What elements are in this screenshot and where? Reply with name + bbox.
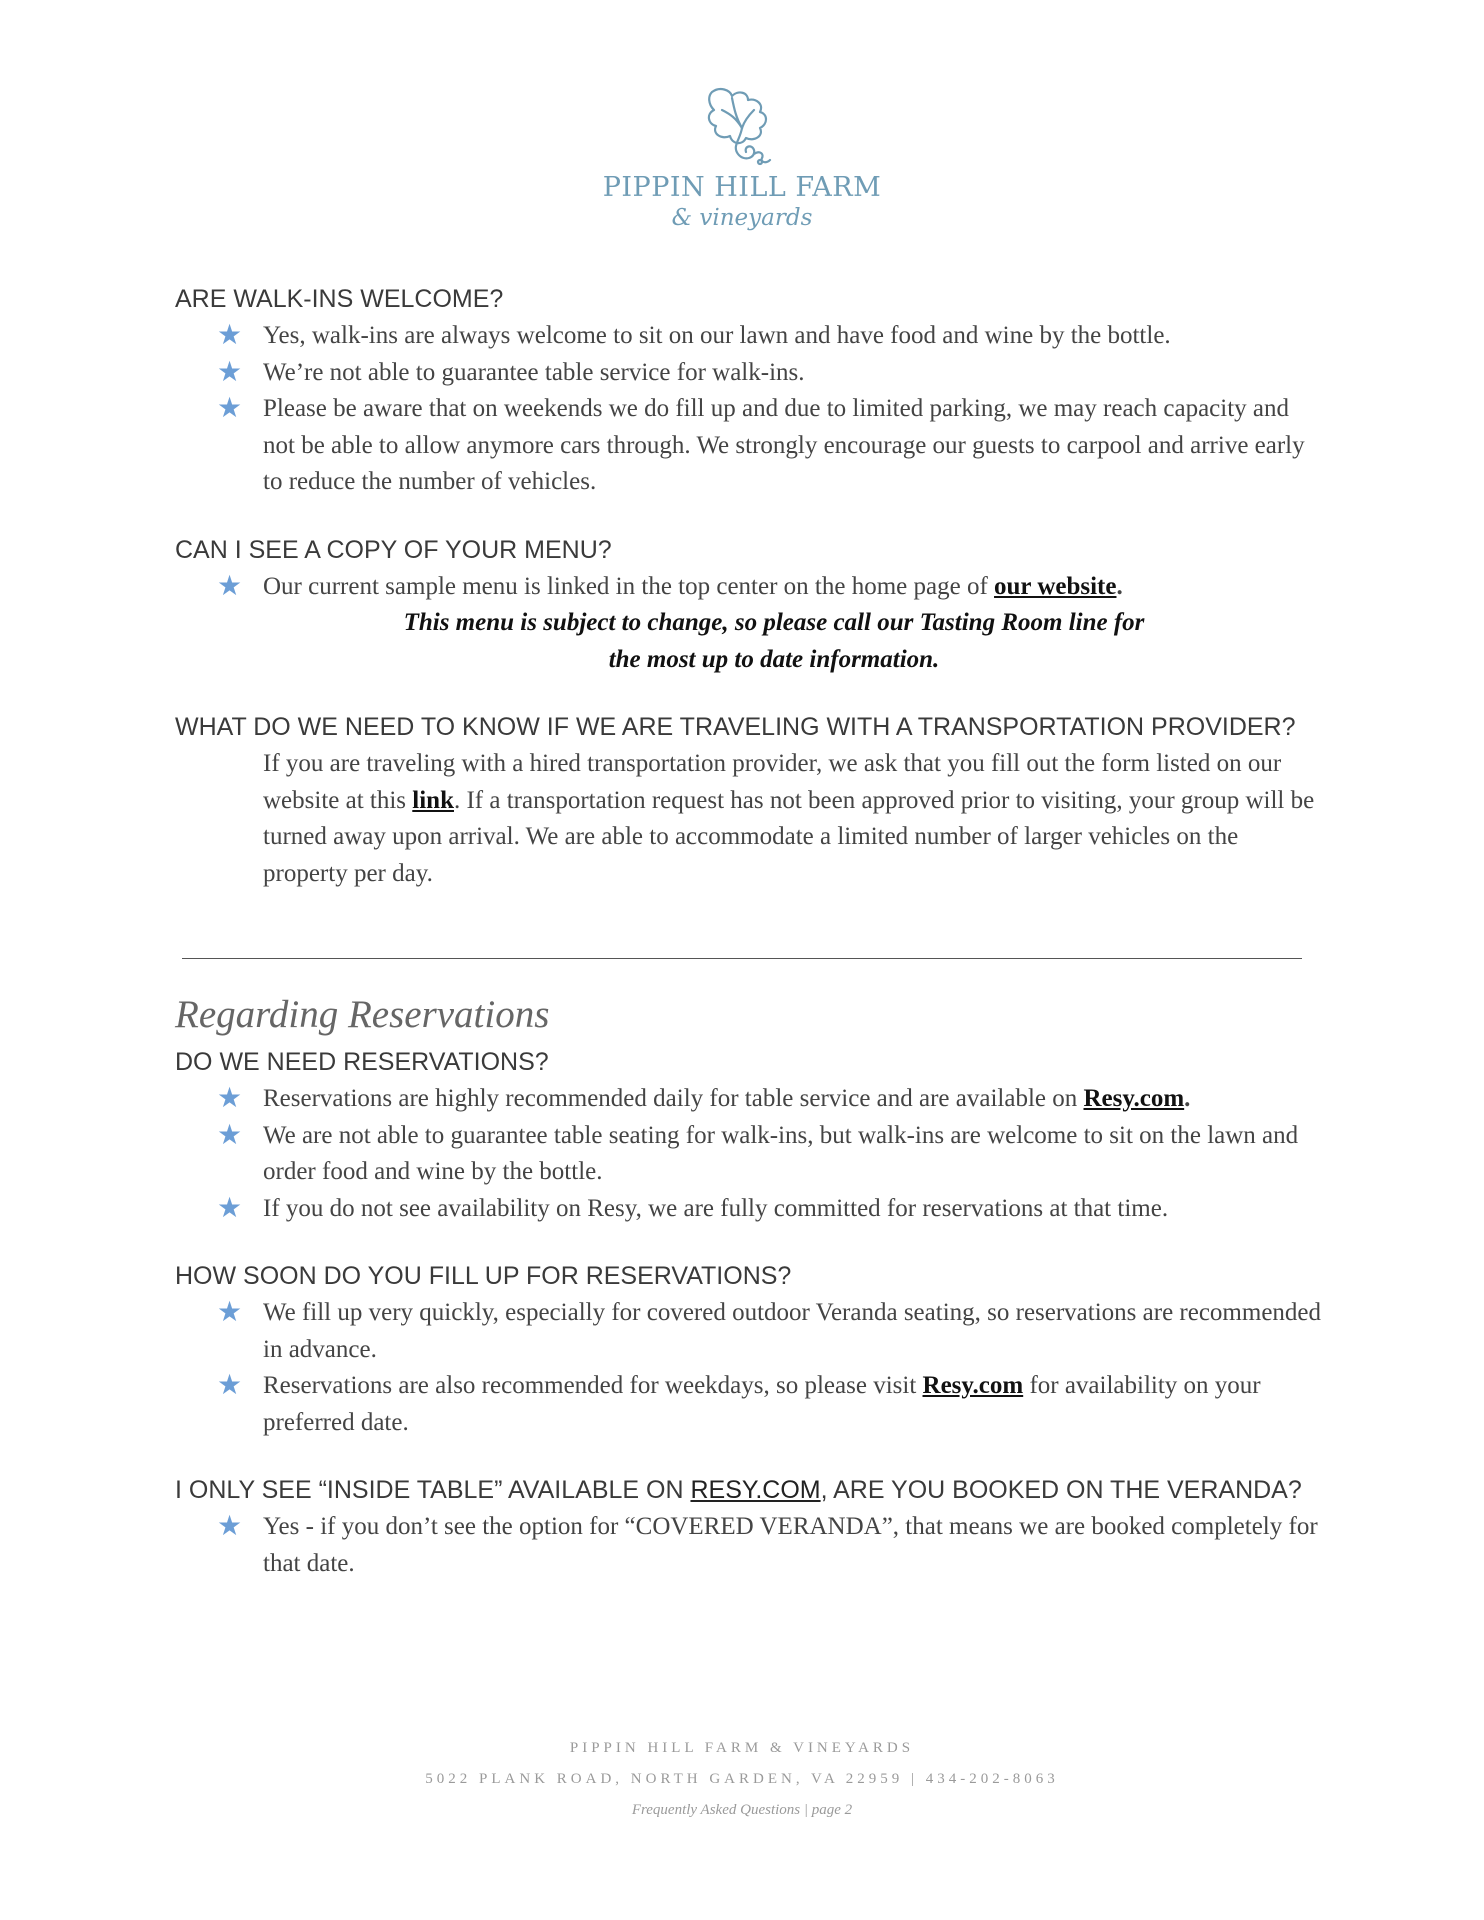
walkins-list xyxy=(175,318,1325,501)
logo-name: PIPPIN HILL FARM xyxy=(602,172,882,203)
star-icon: ★ xyxy=(217,391,243,424)
star-icon: ★ xyxy=(217,1295,243,1328)
list-item: ★ Our current sample menu is linked in the top center on the home page of our website. xyxy=(175,569,1325,606)
list-item: ★ Reservations are also recommended for weekdays, so please visit Resy.com for availability on your preferred date. xyxy=(217,1368,1261,1436)
question-walkins: ARE WALK-INS WELCOME? xyxy=(175,285,504,313)
list-item: ★ Please be aware that on weekends we do fill up and due to limited parking, we may reach capacity and not be able to allow anymore cars through. We strongly encourage our guests to carpool and arrive early to reduce the number of vehicles. xyxy=(217,391,1305,495)
list-item: ★ We are not able to guarantee table seating for walk-ins, but walk-ins are welcome to sit on the lawn and order food and wine by the bottle. xyxy=(217,1117,1299,1185)
list-item: ★ Yes, walk-ins are always welcome to sit on our lawn and have food and wine by the bottle. xyxy=(175,318,1325,355)
question-veranda: I ONLY SEE “INSIDE TABLE” AVAILABLE ON RESY.COM, ARE YOU BOOKED ON THE VERANDA? xyxy=(175,1476,1302,1504)
star-icon: ★ xyxy=(217,318,243,351)
star-icon: ★ xyxy=(217,1509,243,1542)
list-item: ★ If you do not see availability on Resy, we are fully committed for reservations at that time. xyxy=(175,1191,1325,1228)
resy-heading-link[interactable]: RESY.COM xyxy=(690,1476,821,1504)
menu-note: This menu is subject to change, so please call our Tasting Room line for the most up to date information. xyxy=(403,609,1145,673)
section-title: Regarding Reservations xyxy=(175,993,550,1036)
star-icon: ★ xyxy=(217,354,243,388)
star-icon: ★ xyxy=(217,1081,243,1114)
veranda-list xyxy=(175,1509,1325,1582)
resy-link[interactable]: Resy.com xyxy=(922,1372,1024,1399)
star-icon: ★ xyxy=(217,1368,243,1401)
question-need-reservations: DO WE NEED RESERVATIONS? xyxy=(175,1048,549,1076)
list-item: ★ Reservations are highly recommended daily for table service and are available on Resy.com. xyxy=(175,1081,1325,1118)
transport-form-link[interactable]: link xyxy=(412,786,454,814)
list-item: ★ We’re not able to guarantee table service for walk-ins. xyxy=(175,355,1325,392)
footer-page: Frequently Asked Questions | page 2 xyxy=(631,1802,853,1818)
star-icon: ★ xyxy=(217,568,243,602)
star-icon: ★ xyxy=(217,1190,243,1224)
footer-company: PIPPIN HILL FARM & VINEYARDS xyxy=(569,1740,915,1756)
question-menu: CAN I SEE A COPY OF YOUR MENU? xyxy=(175,535,612,564)
footer-address: 5022 PLANK ROAD, NORTH GARDEN, VA 22959 | 434-202-8063 xyxy=(425,1771,1059,1787)
menu-list xyxy=(175,569,1325,606)
logo-tagline: & vineyards xyxy=(671,205,813,231)
list-item: ★ Yes - if you don’t see the option for “COVERED VERANDA”, that means we are booked completely for that date. xyxy=(217,1509,1318,1577)
our-website-link[interactable]: our website xyxy=(994,572,1117,600)
faq-content xyxy=(175,284,1325,1582)
question-fill-up: HOW SOON DO YOU FILL UP FOR RESERVATIONS? xyxy=(175,1262,792,1290)
list-item: ★ We fill up very quickly, especially for covered outdoor Veranda seating, so reservations are recommended in advance. xyxy=(217,1295,1322,1363)
logo xyxy=(0,84,1484,232)
transport-paragraph: If you are traveling with a hired transportation provider, we ask that you fill out the form listed on our website at this link. If a transportation request has not been approved prior to visiting, your group will be turned away upon arrival. We are able to accommodate a limited number of larger vehicles on the property per day. xyxy=(263,750,1315,887)
need-reservations-list xyxy=(175,1081,1325,1227)
grape-leaf-icon xyxy=(702,84,782,170)
resy-link[interactable]: Resy.com xyxy=(1083,1085,1185,1112)
fill-up-list xyxy=(175,1295,1325,1441)
question-transport: WHAT DO WE NEED TO KNOW IF WE ARE TRAVELING WITH A TRANSPORTATION PROVIDER? xyxy=(175,713,1296,741)
star-icon: ★ xyxy=(217,1117,243,1151)
section-divider xyxy=(182,958,1302,959)
